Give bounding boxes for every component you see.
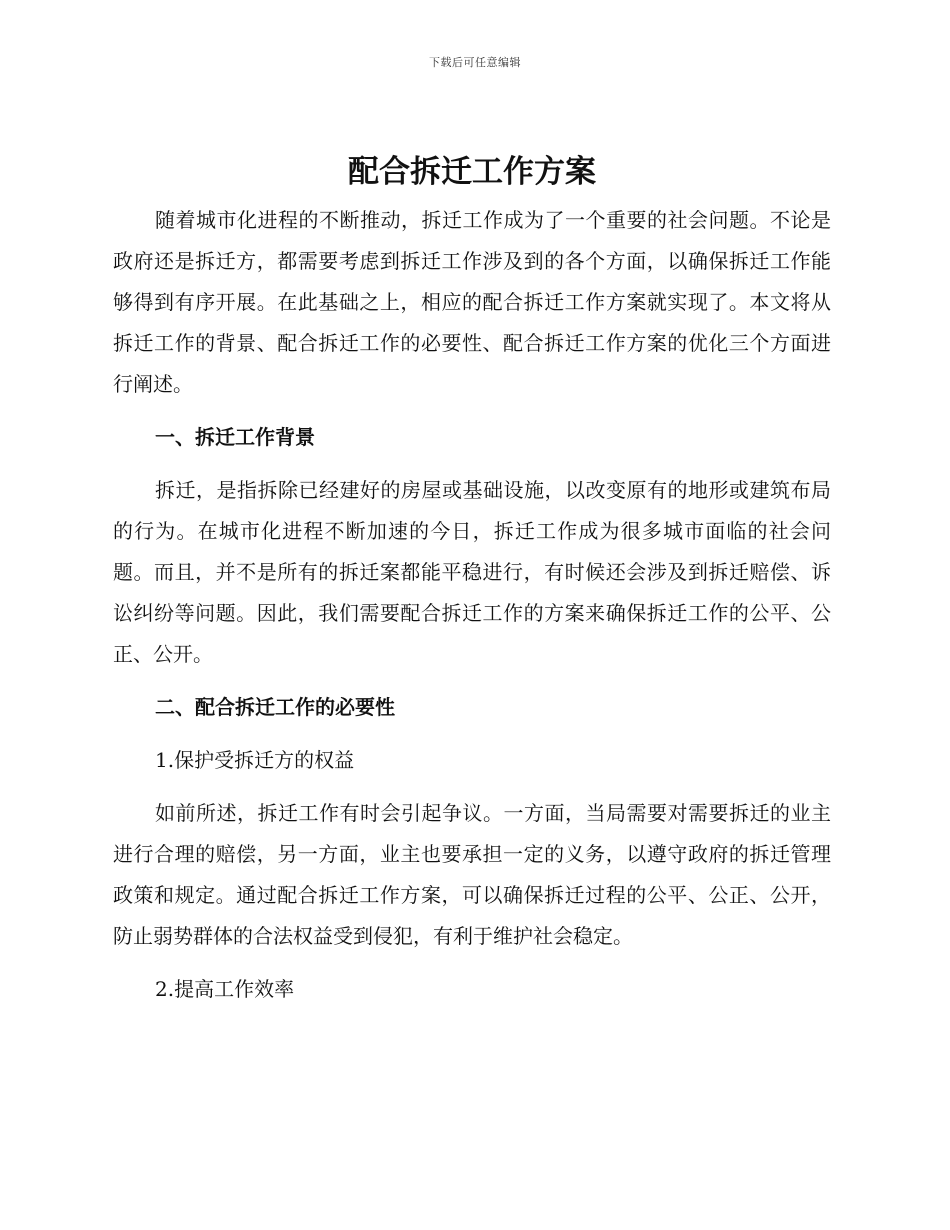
document-title: 配合拆迁工作方案 [348,154,596,190]
subsection-1-title: 1.保护受拆迁方的权益 [155,748,355,772]
section-1-heading: 一、拆迁工作背景 [155,425,315,449]
section-2-heading: 二、配合拆迁工作的必要性 [155,695,395,719]
section-1-paragraph: 拆迁，是指拆除已经建好的房屋或基础设施，以改变原有的地形或建筑布局的行为。在城市化进程不断加速的今日，拆迁工作成为很多城市面临的社会问题。而且，并不是所有的拆迁案都能平稳进行，有时候还会涉及到拆迁赔偿、诉讼纠纷等问题。因此，我们需要配合拆迁工作的方案来确保拆迁工作的公平、公正、公开。 [113,478,831,666]
subsection-1-paragraph: 如前所述，拆迁工作有时会引起争议。一方面，当局需要对需要拆迁的业主进行合理的赔偿，另一方面，业主也要承担一定的义务，以遵守政府的拆迁管理政策和规定。通过配合拆迁工作方案，可以确保拆迁过程的公平、公正、公开，防止弱势群体的合法权益受到侵犯，有利于维护社会稳定。 [113,801,831,948]
document-body [113,150,831,1022]
subsection-2-title: 2.提高工作效率 [155,977,295,1001]
intro-paragraph: 随着城市化进程的不断推动，拆迁工作成为了一个重要的社会问题。不论是政府还是拆迁方，都需要考虑到拆迁工作涉及到的各个方面，以确保拆迁工作能够得到有序开展。在此基础之上，相应的配合拆迁工作方案就实现了。本文将从拆迁工作的背景、配合拆迁工作的必要性、配合拆迁工作方案的优化三个方面进行阐述。 [113,208,831,396]
page-header-note: 下载后可任意编辑 [429,56,521,69]
